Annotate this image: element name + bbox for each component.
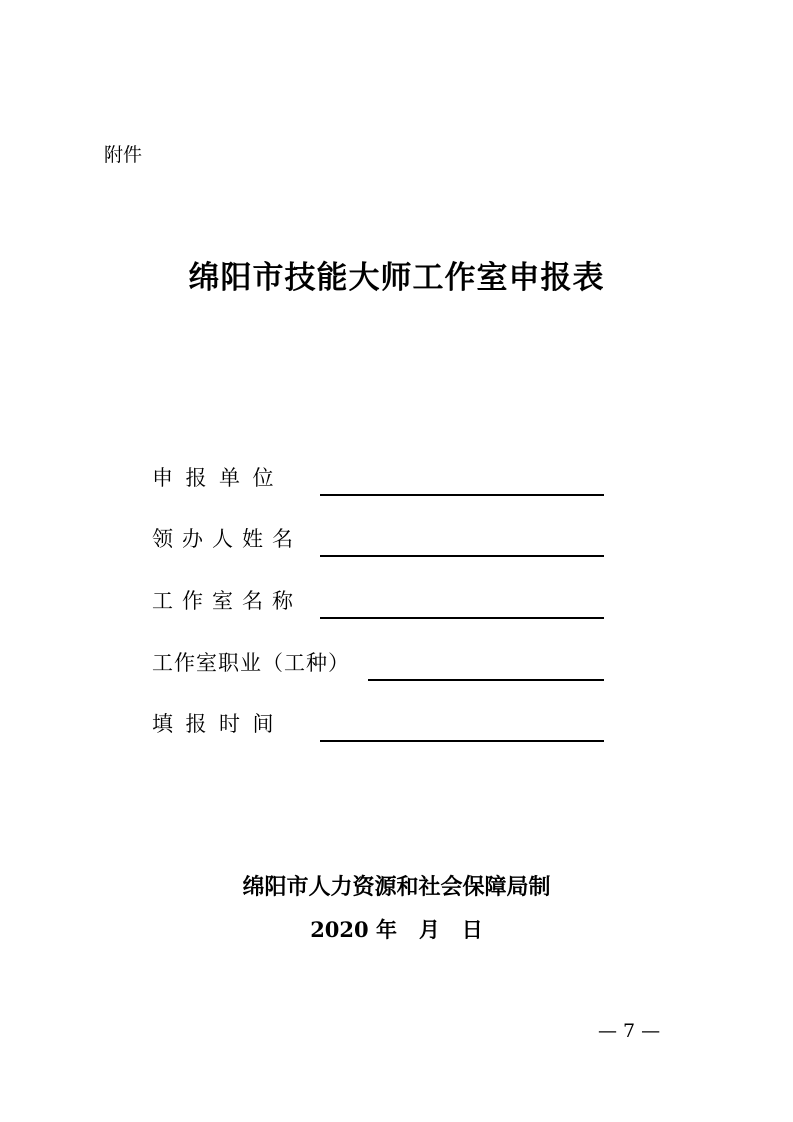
field-line-studio-occupation[interactable]	[368, 679, 604, 681]
form-row-fill-time	[152, 712, 612, 742]
issue-date: 2020 年 月 日	[310, 917, 483, 942]
field-label-studio-occupation: 工作室职业（工种）	[152, 651, 350, 675]
field-line-studio-name[interactable]	[320, 617, 604, 619]
form-row-leader-name	[152, 527, 612, 557]
field-label-fill-time: 填报时间	[152, 712, 286, 736]
field-label-studio-name: 工作室名称	[152, 589, 302, 613]
field-line-leader-name[interactable]	[320, 555, 604, 557]
issuer: 绵阳市人力资源和社会保障局制	[242, 874, 551, 900]
page-number: — 7 —	[598, 1020, 661, 1042]
field-line-applicant-unit[interactable]	[320, 494, 604, 496]
field-label-leader-name: 领办人姓名	[152, 527, 302, 551]
form-row-applicant-unit	[152, 466, 612, 496]
attachment-label: 附件	[104, 144, 143, 166]
form-row-studio-occupation	[152, 651, 612, 681]
field-line-fill-time[interactable]	[320, 740, 604, 742]
form-row-studio-name	[152, 589, 612, 619]
field-label-applicant-unit: 申报单位	[152, 466, 286, 490]
document-title: 绵阳市技能大师工作室申报表	[188, 260, 605, 296]
